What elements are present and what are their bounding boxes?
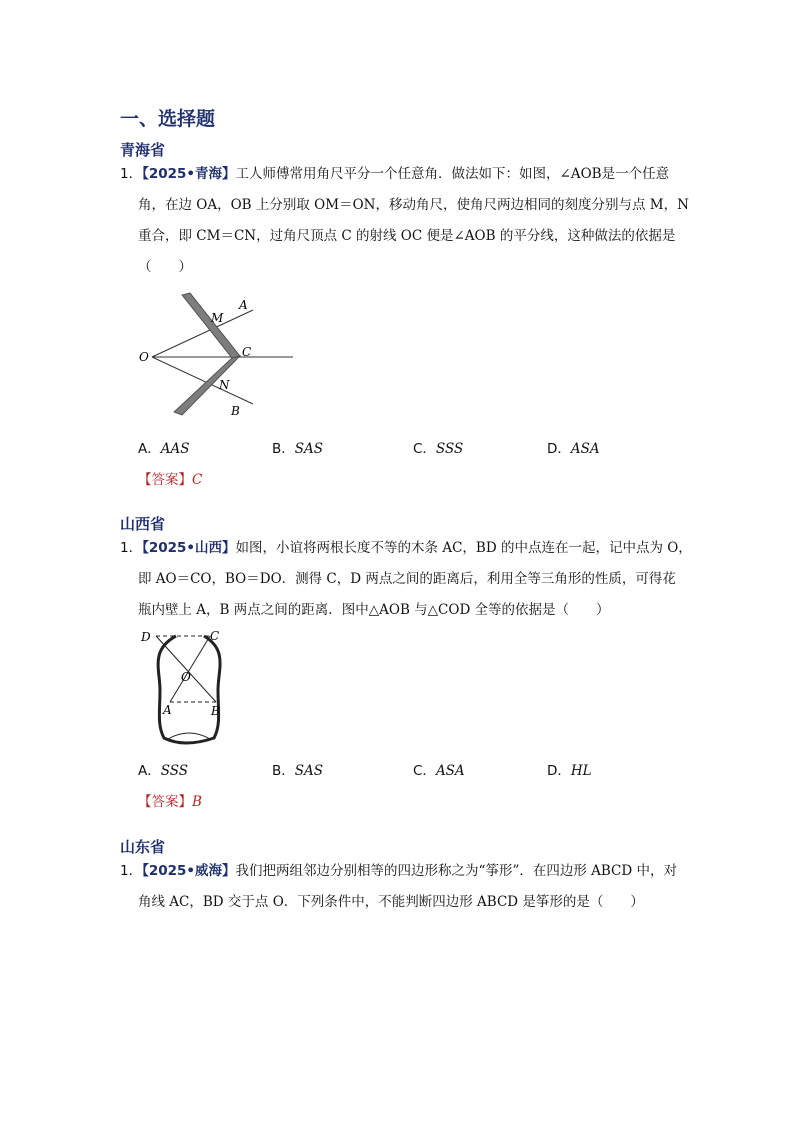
source-tag: 【2025•威海】 <box>142 863 236 879</box>
option-c: C．ASA <box>413 763 465 779</box>
question-text: 我们把两组邻边分别相等的四边形称之为“筝形”．在四边形 ABCD 中，对 <box>235 863 678 879</box>
question-line: 瓶内壁上 A，B 两点之间的距离．图中△AOB 与△COD 全等的依据是（ ） <box>138 602 610 618</box>
option-a: A．AAS <box>138 441 190 457</box>
vase-figure <box>136 626 246 751</box>
answer-shanxi: 【答案】B <box>138 794 202 810</box>
stick-bd <box>156 636 216 702</box>
option-b: B．SAS <box>272 763 324 779</box>
question-qinghai <box>120 159 689 283</box>
label-c: C <box>242 345 252 359</box>
question-line <box>120 856 680 887</box>
label-c: C <box>210 629 220 643</box>
label-o: O <box>139 350 149 364</box>
question-line: 角线 AC，BD 交于点 O．下列条件中，不能判断四边形 ABCD 是筝形的是（ ） <box>138 894 644 910</box>
question-line: 重合，即 CM＝CN，过角尺顶点 C 的射线 OC 便是∠AOB 的平分线，这种做法的依据是 <box>138 228 676 244</box>
label-n: N <box>219 378 230 392</box>
label-d: D <box>141 630 151 644</box>
option-b: B．SAS <box>272 441 324 457</box>
province-heading-shanxi: 山西省 <box>120 515 166 533</box>
question-shandong <box>120 856 680 918</box>
question-line: 角，在边 OA，OB 上分别取 OM＝ON，移动角尺，使角尺两边相同的刻度分别与点 M，N <box>138 197 689 213</box>
question-line <box>120 159 680 190</box>
answer-qinghai: 【答案】C <box>138 472 203 488</box>
question-shanxi <box>120 533 692 626</box>
option-a: A．SSS <box>138 763 189 779</box>
options-shanxi <box>138 759 698 783</box>
angle-ruler-figure <box>135 288 300 423</box>
label-o: O <box>181 670 191 684</box>
question-line: （ ） <box>138 259 192 275</box>
province-heading-qinghai: 青海省 <box>120 141 166 159</box>
option-d: D．HL <box>547 763 592 779</box>
source-tag: 【2025•山西】 <box>142 540 236 556</box>
ruler-arm-upper <box>182 293 240 358</box>
options-qinghai <box>138 437 698 461</box>
question-number: 1． <box>120 166 143 182</box>
label-a: A <box>163 703 172 717</box>
option-d: D．ASA <box>547 441 600 457</box>
ray-ob <box>152 357 253 404</box>
label-a: A <box>239 298 248 312</box>
question-text: 工人师傅常用角尺平分一个任意角．做法如下：如图，∠AOB是一个任意 <box>235 166 670 182</box>
source-tag: 【2025•青海】 <box>142 166 236 182</box>
question-text: 如图，小谊将两根长度不等的木条 AC，BD 的中点连在一起，记中点为 O， <box>235 540 692 556</box>
province-heading-shandong: 山东省 <box>120 838 166 856</box>
question-line: 即 AO＝CO，BO＝DO．测得 C，D 两点之间的距离后，利用全等三角形的性质，可得花 <box>138 571 676 587</box>
label-b: B <box>231 404 240 418</box>
label-m: M <box>211 311 224 325</box>
question-number: 1． <box>120 863 143 879</box>
stick-ac <box>170 636 210 702</box>
question-number: 1． <box>120 540 143 556</box>
vase-base <box>168 733 210 739</box>
question-line <box>120 533 692 564</box>
label-b: B <box>211 704 220 718</box>
option-c: C．SSS <box>413 441 464 457</box>
section-heading: 一、选择题 <box>120 108 216 130</box>
vase-outline <box>158 636 220 743</box>
